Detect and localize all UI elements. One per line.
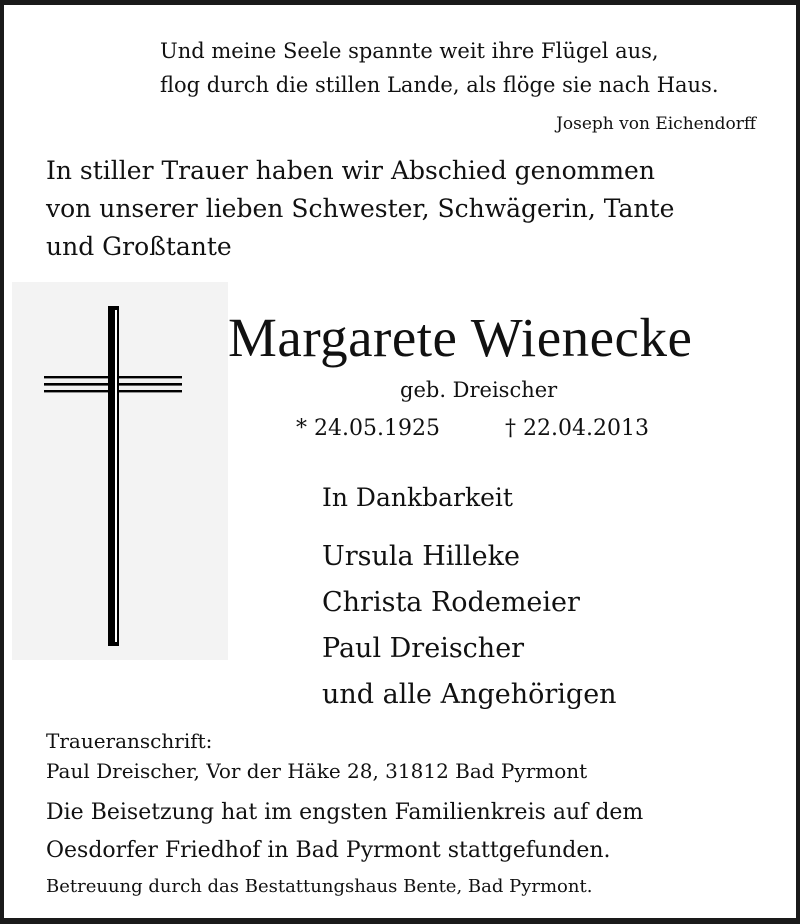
cross-icon <box>38 306 188 646</box>
intro-line-3: und Großtante <box>46 232 232 261</box>
death-date: † 22.04.2013 <box>505 416 649 441</box>
mourner-name: Christa Rodemeier <box>322 587 580 618</box>
mourner-name: Paul Dreischer <box>322 633 525 664</box>
maiden-name: geb. Dreischer <box>400 378 558 402</box>
address-value: Paul Dreischer, Vor der Häke 28, 31812 Bad Pyrmont <box>46 759 588 783</box>
mourner-name: Ursula Hilleke <box>322 541 520 572</box>
intro-line-1: In stiller Trauer haben wir Abschied genommen <box>46 156 655 185</box>
intro-line-2: von unserer lieben Schwester, Schwägerin, Tante <box>46 194 675 223</box>
burial-line-1: Die Beisetzung hat im engsten Familienkreis auf dem <box>46 800 644 825</box>
mourner-name: und alle Angehörigen <box>322 679 617 710</box>
poem-author: Joseph von Eichendorff <box>556 114 756 134</box>
poem-line-1: Und meine Seele spannte weit ihre Flügel aus, <box>160 39 659 63</box>
undertaker-note: Betreuung durch das Bestattungshaus Bente, Bad Pyrmont. <box>46 876 593 897</box>
birth-date: * 24.05.1925 <box>296 416 440 441</box>
poem-line-2: flog durch die stillen Lande, als flöge sie nach Haus. <box>160 73 719 97</box>
mourners-heading: In Dankbarkeit <box>322 483 513 512</box>
deceased-name: Margarete Wienecke <box>228 307 693 368</box>
address-label: Traueranschrift: <box>46 729 213 753</box>
burial-line-2: Oesdorfer Friedhof in Bad Pyrmont stattgefunden. <box>46 838 611 863</box>
